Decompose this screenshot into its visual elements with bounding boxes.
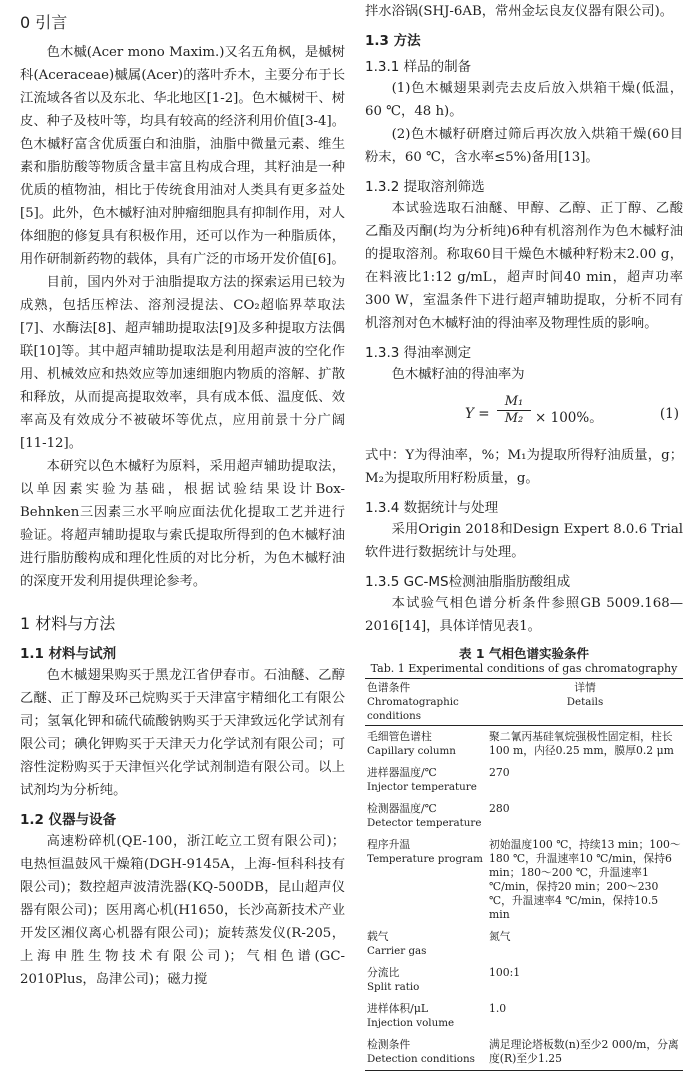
row-condition-en: Detector temperature [367,817,482,829]
row-condition-cn: 检测条件 [367,1038,411,1051]
section-1-1-heading: 1.1 材料与试剂 [20,646,117,662]
formula-numerator: M₁ [497,394,531,411]
table-caption: 表 1 气相色谱实验条件 [459,646,589,661]
row-condition-cn: 进样体积/μL [367,1002,429,1015]
row-detail: 氮气 [489,930,511,943]
formula-rest: × 100%。 [535,410,603,426]
row-condition [365,1034,487,1071]
sample-prep-1: (1)色木槭翅果剥壳去皮后放入烘箱干燥(低温，60 ℃，48 h)。 [365,81,683,119]
row-condition-en: Capillary column [367,745,456,757]
row-condition [365,998,487,1034]
right-column [365,0,683,1071]
row-condition-en: Detection conditions [367,1053,475,1065]
row-condition-en: Injector temperature [367,781,477,793]
yield-formula [365,392,683,438]
table-row [365,762,683,798]
materials-paragraph: 色木槭翅果购买于黑龙江省伊春市。石油醚、乙醇乙醚、正丁醇及环己烷购买于天津富宇精细化工有限公司；氢氧化钾和硫代硫酸钠购买于天津致远化学试剂有限公司；碘化钾购买于天津天力化学试剂有限公司；可溶性淀粉购买于天津恒兴化学试剂制造有限公司。以上试剂均为分析纯。 [20,668,345,798]
row-detail: 1.0 [489,1002,507,1015]
equipment-continued: 拌水浴锅(SHJ-6AB，常州金坛良友仪器有限公司)。 [365,4,674,19]
formula-lhs: Y = [465,406,490,422]
left-column [20,0,345,991]
gcms-paragraph: 本试验气相色谱分析条件参照GB 5009.168—2016[14]，具体详情见表1。 [365,596,683,634]
table-row [365,798,683,834]
intro-heading: 0 引言 [20,13,68,32]
section-1-3-1-heading: 1.3.1 样品的制备 [365,59,472,75]
section-1-heading: 1 材料与方法 [20,614,116,633]
row-detail: 280 [489,802,510,815]
row-detail: 聚二氰丙基硅氧烷强极性固定相，柱长100 m，内径0.25 mm，膜厚0.2 μm [489,730,674,757]
intro-paragraph-2: 目前，国内外对于油脂提取方法的探索运用已较为成熟，包括压榨法、溶剂浸提法、CO₂超临界萃取法[7]、水酶法[8]、超声辅助提取法[9]及多种提取方法偶联[10]等。其中超声辅助提取法是利用超声波的空化作用、机械效应和热效应等加速细胞内物质的溶解、扩散和释放，从而提高提取效率，具有成本低、温度低、效率高及有效成分不被破坏等优点，应用前景十分广阔[11-12]。 [20,275,345,451]
section-1-3-3-heading: 1.3.3 得油率测定 [365,345,472,361]
section-1-3-5-heading: 1.3.5 GC-MS检测油脂脂肪酸组成 [365,574,571,590]
gc-conditions-table [365,678,683,1071]
intro-paragraph-3: 本研究以色木槭籽为原料，采用超声辅助提取法，以单因素实验为基础，根据试验结果设计Box-Behnken三因素三水平响应面法优化提取工艺并进行验证。将超声辅助提取与索氏提取所得到的色木槭籽油进行脂肪酸构成和理化性质的对比分析，为色木槭籽油的深度开发利用提供理论参考。 [20,459,345,589]
table-row [365,962,683,998]
formula-explanation: 式中：Y为得油率，%；M₁为提取所得籽油质量，g；M₂为提取所用籽粉质量，g。 [365,448,683,486]
row-condition-en: Injection volume [367,1017,455,1029]
table-row [365,1034,683,1071]
section-1-3-heading: 1.3 方法 [365,33,421,49]
row-condition-cn: 检测器温度/℃ [367,802,437,815]
row-condition [365,926,487,962]
header-details-cn: 详情 [574,681,596,694]
table-row [365,726,683,763]
section-1-3-4-heading: 1.3.4 数据统计与处理 [365,500,499,516]
row-condition [365,798,487,834]
row-condition-cn: 毛细管色谱柱 [367,730,432,743]
row-condition-cn: 载气 [367,930,389,943]
row-condition [365,762,487,798]
header-conditions [365,679,487,726]
header-details [487,679,683,726]
table-row [365,926,683,962]
row-condition-en: Split ratio [367,981,420,993]
row-condition-cn: 进样器温度/℃ [367,766,437,779]
row-detail: 初始温度100 ℃，持续13 min；100～180 ℃，升温速率10 ℃/min，保持6 min；180～200 ℃，升温速率1 ℃/min，保持20 min；200～230 ℃，升温速率4 ℃/min，保持10.5 min [489,838,681,921]
intro-paragraph-1: 色木槭(Acer mono Maxim.)又名五角枫，是槭树科(Aceraceae)槭属(Acer)的落叶乔木，主要分布于长江流域各省以及东北、华北地区[1-2]。色木槭树干、树皮、种子及枝叶等，均具有较高的经济利用价值[3-4]。色木槭籽富含优质蛋白和油脂，油脂中微量元素、维生素和脂肪酸等物质含量丰富且构成合理，其籽油是一种优质的植物油，相比于传统食用油对人类具有更多益处[5]。此外，色木槭籽油对肿瘤细胞具有抑制作用，对人体细胞的修复具有积极作用，还可以作为一种脂质体，用作研制新药物的载体，具有广泛的市场开发价值[6]。 [20,45,345,267]
header-conditions-en: Chromatographic conditions [367,696,459,722]
header-conditions-cn: 色谱条件 [367,681,411,694]
table-body [365,726,683,1071]
solvent-paragraph: 本试验选取石油醚、甲醇、乙醇、正丁醇、乙酸乙酯及丙酮(均为分析纯)6种有机溶剂作为色木槭籽油的提取溶剂。称取60目干燥色木槭种籽粉末2.00 g，在料液比1:12 g/mL，超声时间40 min，超声功率300 W，室温条件下进行超声辅助提取，分析不同有机溶剂对色木槭籽油的得油率及物理性质的影响。 [365,201,683,331]
row-condition-cn: 分流比 [367,966,400,979]
formula-denominator: M₂ [504,411,524,426]
table-row [365,998,683,1034]
row-detail: 满足理论塔板数(n)至少2 000/m，分离度(R)至少1.25 [489,1038,679,1065]
table-row [365,834,683,926]
row-detail: 100:1 [489,966,521,979]
header-details-en: Details [566,696,604,708]
table-caption-en: Tab. 1 Experimental conditions of gas chromatography [370,662,678,675]
table-header-row [365,679,683,726]
statistics-paragraph: 采用Origin 2018和Design Expert 8.0.6 Trial软件进行数据统计与处理。 [365,522,683,560]
row-condition-cn: 程序升温 [367,838,411,851]
row-condition-en: Carrier gas [367,945,427,957]
equation-number: (1) [659,406,679,422]
yield-intro: 色木槭籽油的得油率为 [391,367,525,382]
row-condition-en: Temperature program [367,853,483,865]
formula-fraction [497,394,531,426]
equipment-paragraph: 高速粉碎机(QE-100，浙江屹立工贸有限公司)；电热恒温鼓风干燥箱(DGH-9145A，上海-恒科科技有限公司)；数控超声波清洗器(KQ-500DB，昆山超声仪器有限公司)；医用离心机(H1650，长沙高新技术产业开发区湘仪离心机器有限公司)；旋转蒸发仪(R-205，上海申胜生物技术有限公司)；气相色谱(GC-2010Plus，岛津公司)；磁力搅 [20,834,345,987]
row-detail: 270 [489,766,510,779]
sample-prep-2: (2)色木槭籽研磨过筛后再次放入烘箱干燥(60目粉末，60 ℃，含水率≤5%)备用[13]。 [365,127,683,165]
section-1-3-2-heading: 1.3.2 提取溶剂筛选 [365,179,485,195]
row-condition [365,834,487,926]
row-condition [365,962,487,998]
row-condition [365,726,487,763]
section-1-2-heading: 1.2 仪器与设备 [20,812,117,828]
